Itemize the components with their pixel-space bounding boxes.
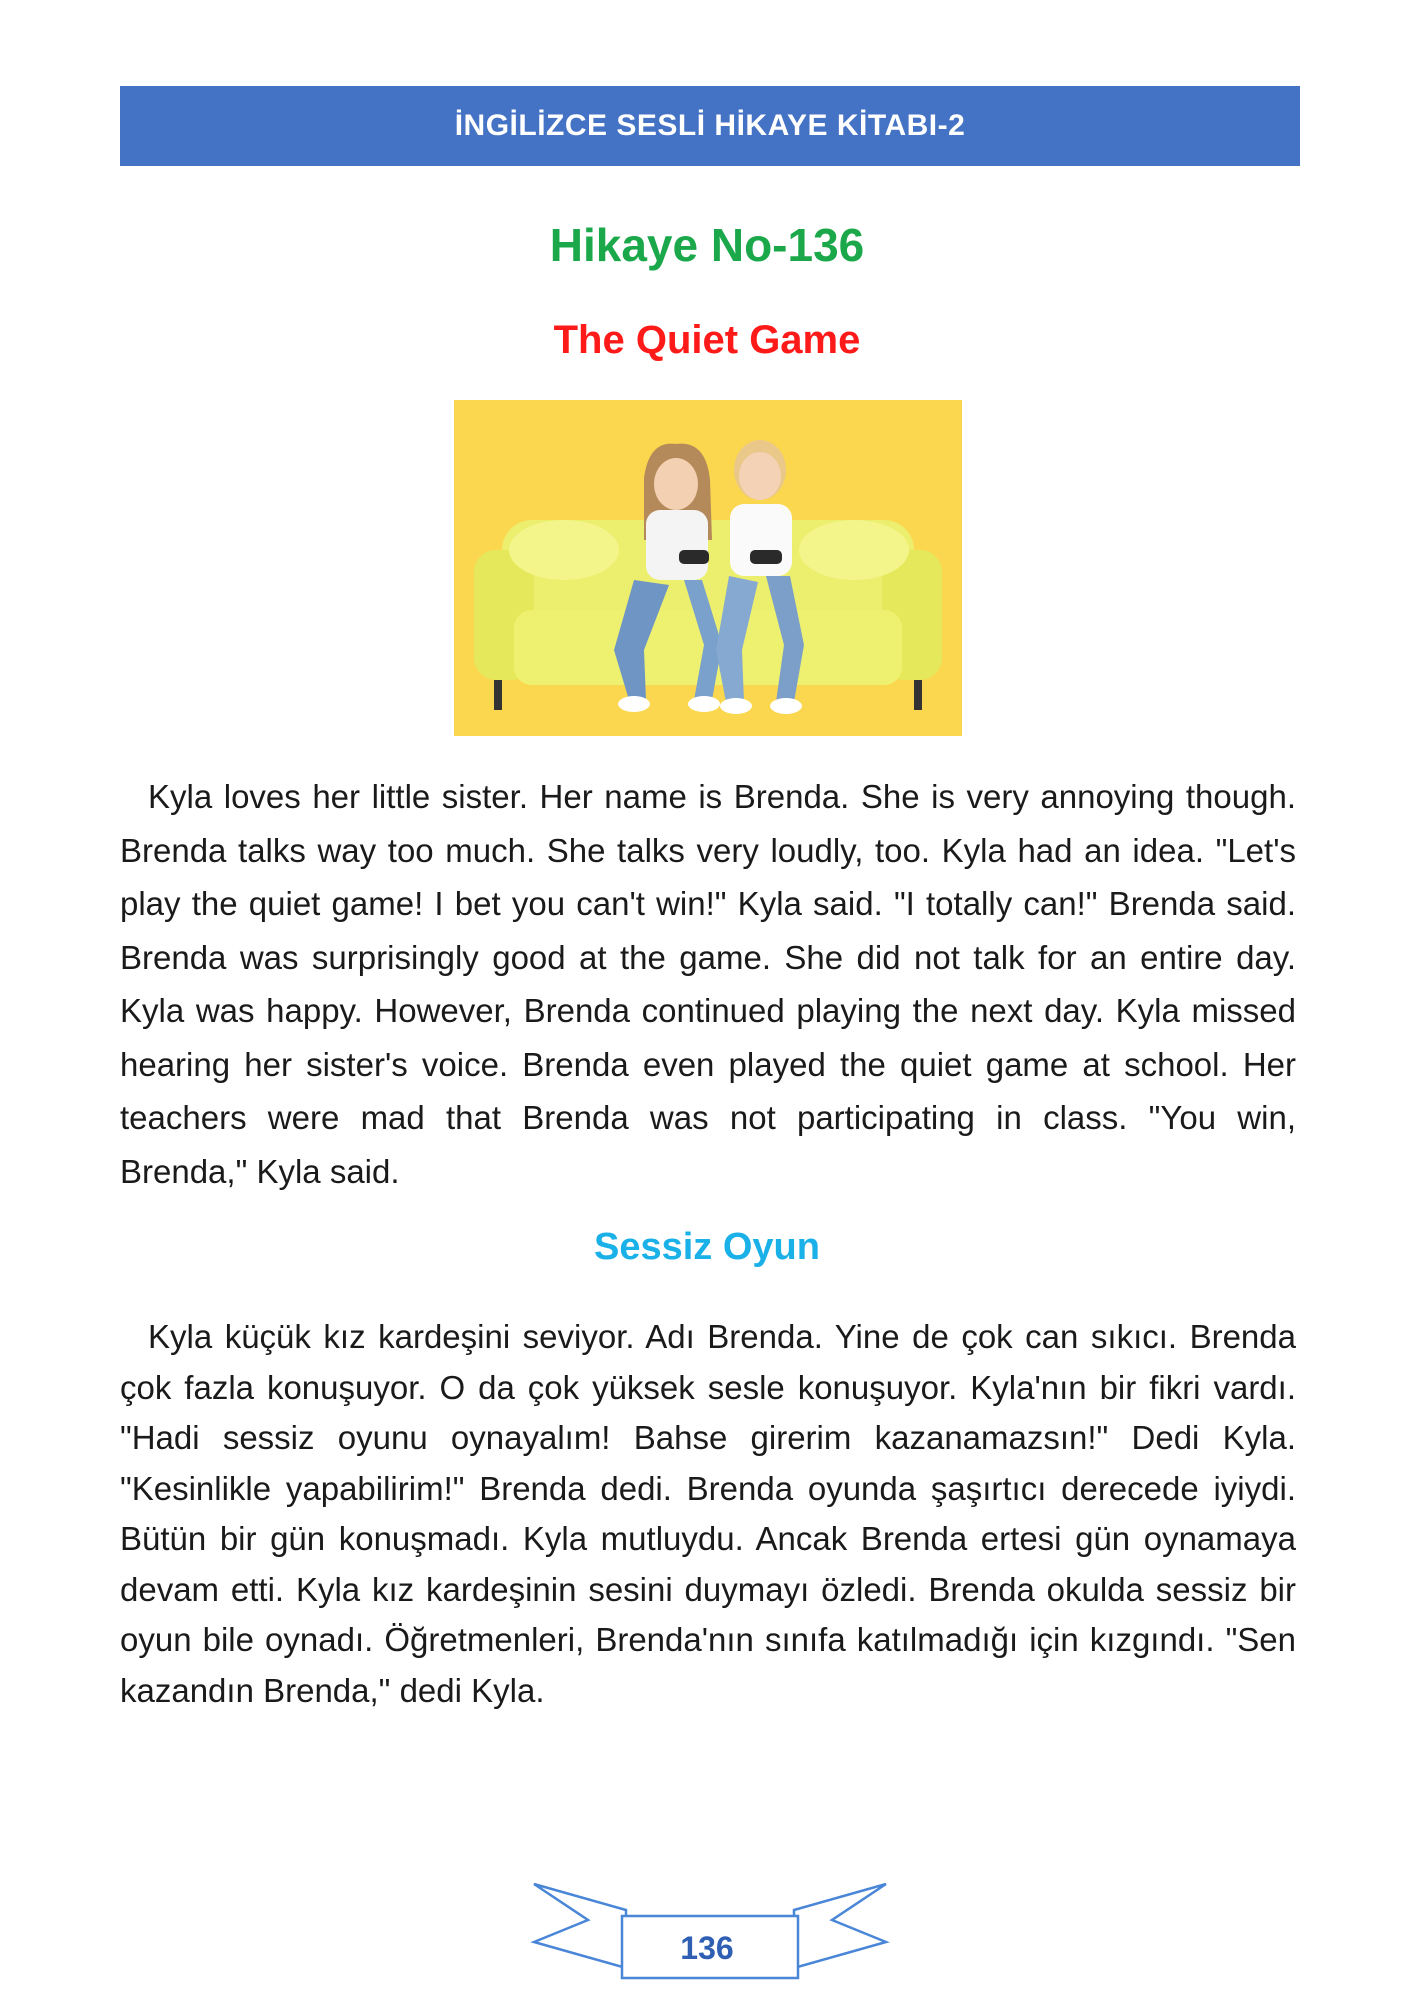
story-title-turkish: Sessiz Oyun [594, 1226, 820, 1268]
story-text-turkish: Kyla küçük kız kardeşini seviyor. Adı Brenda. Yine de çok can sıkıcı. Brenda çok fazla konuşuyor. O da çok yüksek sesle konuşuyor. Kyla'nın bir fikri vardı. "Hadi sessiz oyunu oynayalım! Bahse girerim kazanamazsın!" Dedi Kyla. "Kesinlikle yapabilirim!" Brenda dedi. Brenda oyunda şaşırtıcı derecede iyiydi. Bütün bir gün konuşmadı. Kyla mutluydu. Ancak Brenda ertesi gün oynamaya devam etti. Kyla kız kardeşinin sesini duymayı özledi. Brenda okulda sessiz bir oyun bile oynadı. Öğretmenleri, Brenda'nın sınıfa katılmadığı için kızgındı. "Sen kazandın Brenda," dedi Kyla. [120, 1318, 1296, 1709]
page-number: 136 [680, 1929, 734, 1966]
story-text-english: Kyla loves her little sister. Her name is Brenda. She is very annoying though. Brenda talks way too much. She talks very loudly, too. Kyla had an idea. "Let's play the quiet game! I bet you can't win!" Kyla said. "I totally can!" Brenda said. Brenda was surprisingly good at the game. She did not talk for an entire day. Kyla was happy. However, Brenda continued playing the next day. Kyla missed hearing her sister's voice. Brenda even played the quiet game at school. Her teachers were mad that Brenda was not participating in class. "You win, Brenda," Kyla said. [120, 778, 1296, 1190]
story-number: Hikaye No-136 [549, 219, 865, 271]
story-title-english: The Quiet Game [553, 318, 861, 362]
book-title: İNGİLİZCE SESLİ HİKAYE KİTABI-2 [454, 109, 966, 142]
story-illustration [454, 400, 962, 736]
book-header-bar [120, 86, 1300, 166]
